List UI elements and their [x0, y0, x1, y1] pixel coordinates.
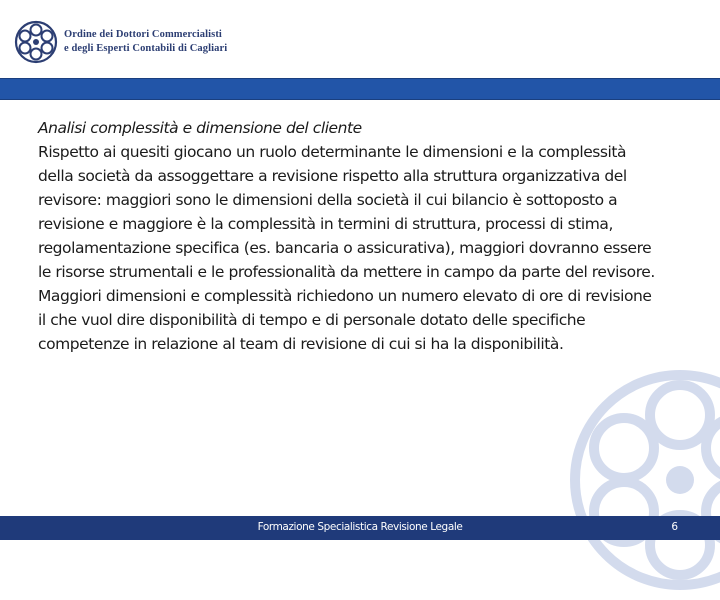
organization-name-line-2: e degli Esperti Contabili di Cagliari — [64, 43, 228, 54]
slide-header — [0, 0, 720, 78]
slide-footer — [0, 516, 720, 540]
slide-body — [38, 116, 663, 356]
order-seal-icon — [14, 20, 58, 64]
section-heading: Analisi complessità e dimensione del cliente — [38, 119, 362, 137]
page-number: 6 — [671, 521, 678, 533]
seal-watermark-icon — [560, 360, 720, 600]
footer-title: Formazione Specialistica Revisione Legale — [257, 521, 463, 533]
organization-name-line-1: Ordine dei Dottori Commercialisti — [64, 29, 222, 40]
body-paragraph-1: Rispetto ai quesiti giocano un ruolo determinante le dimensioni e la complessità della società da assoggettare a revisione rispetto alla struttura organizzativa del revisore: maggiori sono le dimensioni della società il cui bilancio è sottoposto a revisione e maggiore è la complessità in termini di struttura, processi di stima, regolamentazione specifica (es. bancaria o assicurativa), maggiori dovranno essere le risorse strumentali e le professionalità da mettere in campo da parte del revisore. — [38, 143, 655, 281]
body-paragraph-2: Maggiori dimensioni e complessità richiedono un numero elevato di ore di revisione il che vuol dire disponibilità di tempo e di personale dotato delle specifiche competenze in relazione al team di revisione di cui si ha la disponibilità. — [38, 287, 652, 353]
organization-name — [64, 28, 227, 56]
header-band — [0, 78, 720, 100]
